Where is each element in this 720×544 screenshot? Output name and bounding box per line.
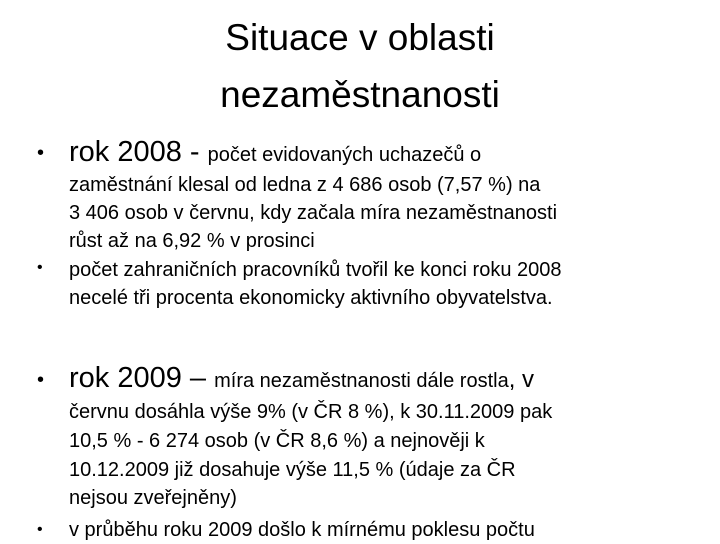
slide-title-line1: Situace v oblasti [225,17,495,58]
bullet-2008-line: zaměstnání klesal od ledna z 4 686 osob (7,57 %) na [69,174,541,196]
bullet-foreign-line: necelé tři procenta ekonomicky aktivního obyvatelstva. [69,287,553,309]
bullet-dot: • [37,142,45,164]
bullet-2009-lead: rok 2009 – [69,362,215,394]
bullet-2009-tail: , v [508,366,535,393]
slide-title-line2: nezaměstnanosti [220,74,500,115]
bullet-dot: • [37,369,45,391]
bullet-2008-first-line [69,134,481,173]
bullet-2009-line: 10.12.2009 již dosahuje výše 11,5 % (údaje za ČR [69,459,516,481]
bullet-2009-line: červnu dosáhla výše 9% (v ČR 8 %), k 30.11.2009 pak [69,401,553,423]
bullet-2009-decline-line: v průběhu roku 2009 došlo k mírnému poklesu počtu [69,519,535,541]
bullet-2009-line: nejsou zveřejněny) [69,487,237,509]
bullet-2009-first: míra nezaměstnanosti dále rostla [214,370,509,392]
bullet-2009-line: 10,5 % - 6 274 osob (v ČR 8,6 %) a nejnověji k [69,430,485,452]
bullet-2008-line: růst až na 6,92 % v prosinci [69,230,315,252]
bullet-dot: • [37,259,43,276]
bullet-dot: • [37,521,43,538]
bullet-2008-line: 3 406 osob v červnu, kdy začala míra nezaměstnanosti [69,202,558,224]
bullet-foreign-line: počet zahraničních pracovníků tvořil ke konci roku 2008 [69,259,562,281]
bullet-2008-lead: rok 2008 - [69,136,208,168]
bullet-2009-first-line [69,360,534,399]
bullet-2008-first: počet evidovaných uchazečů o [207,144,482,166]
